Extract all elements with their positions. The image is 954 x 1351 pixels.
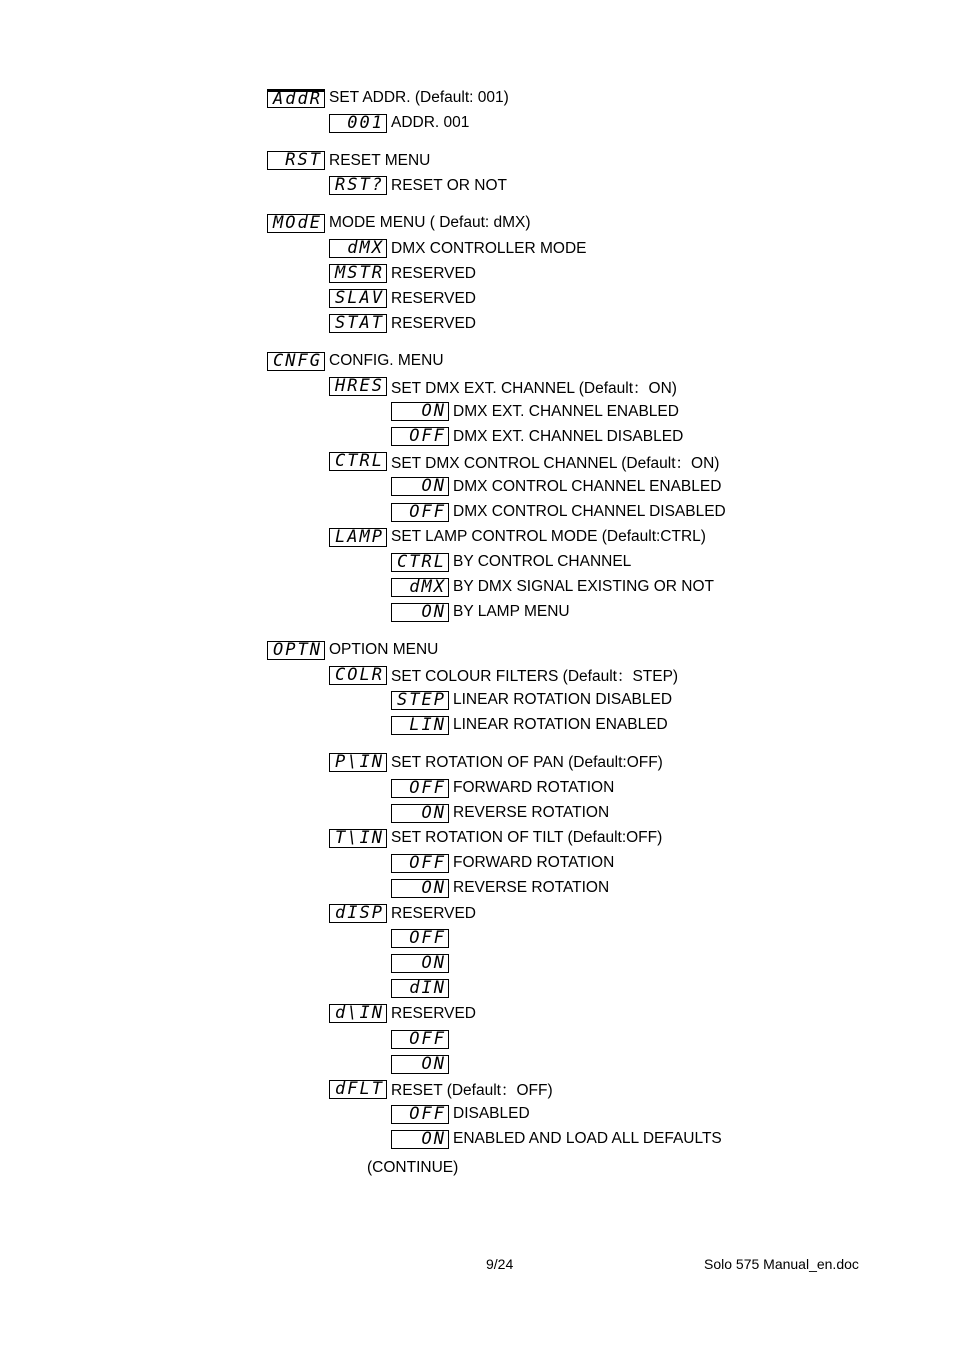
lcd-code: LIN [391, 716, 449, 735]
lcd-code: OFF [391, 503, 449, 522]
menu-label: DMX CONTROLLER MODE [391, 239, 587, 257]
menu-row-level-2 [391, 426, 683, 448]
lcd-code: ON [391, 954, 449, 973]
menu-label: BY CONTROL CHANNEL [453, 553, 632, 571]
lcd-code: SLAV [329, 289, 387, 308]
menu-row-level-2 [391, 1128, 722, 1150]
menu-row-level-1 [329, 263, 476, 285]
menu-label: OPTION MENU [329, 641, 439, 658]
menu-label: RESET MENU [329, 151, 431, 169]
menu-label: CONFIG. MENU [329, 352, 444, 370]
menu-row-level-1 [329, 238, 587, 260]
lcd-code: STAT [329, 314, 387, 333]
menu-row-level-2 [391, 714, 668, 736]
menu-row-level-2 [391, 501, 726, 523]
menu-row-level-1 [329, 175, 507, 197]
lcd-code: OFF [391, 779, 449, 798]
menu-label: SET ROTATION OF TILT (Default:OFF) [391, 829, 663, 847]
menu-row-level-0 [267, 212, 531, 234]
menu-row-level-0 [267, 87, 509, 109]
menu-label: RESET OR NOT [391, 176, 507, 194]
menu-row-level-1 [329, 1003, 476, 1025]
menu-row-level-1 [329, 1078, 553, 1100]
lcd-code: COLR [329, 666, 387, 685]
menu-label: SET COLOUR FILTERS (Default：STEP) [391, 668, 679, 686]
lcd-code: AddR [267, 89, 325, 108]
menu-row-level-0 [267, 639, 438, 661]
menu-row-level-2 [391, 1053, 453, 1075]
menu-label: SET ROTATION OF PAN (Default:OFF) [391, 753, 663, 771]
lcd-code: ON [391, 603, 449, 622]
menu-row-level-1 [329, 827, 662, 849]
lcd-code: STEP [391, 691, 449, 710]
menu-label: SET ADDR. (Default: 001) [329, 89, 509, 106]
lcd-code: OPTN [267, 641, 325, 660]
continue-label: (CONTINUE) [367, 1159, 459, 1176]
lcd-code: RST? [329, 176, 387, 195]
menu-row-level-0 [267, 150, 430, 172]
lcd-code: RST [267, 151, 325, 170]
lcd-code: dISP [329, 904, 387, 923]
lcd-code: ON [391, 879, 449, 898]
menu-row-level-1 [329, 526, 706, 548]
menu-row-level-2 [391, 551, 631, 573]
lcd-code: CNFG [267, 352, 325, 371]
lcd-code: OFF [391, 929, 449, 948]
menu-row-level-1 [329, 664, 678, 686]
menu-label: SET LAMP CONTROL MODE (Default:CTRL) [391, 528, 706, 546]
menu-row-level-1 [329, 288, 476, 310]
lcd-code: ON [391, 1055, 449, 1074]
menu-row-level-2 [391, 978, 453, 1000]
lcd-code: ON [391, 477, 449, 496]
lcd-code: T\IN [329, 829, 387, 848]
menu-label: BY LAMP MENU [453, 603, 570, 621]
menu-row-level-1 [329, 112, 469, 134]
lcd-code: dMX [391, 578, 449, 597]
lcd-code: P\IN [329, 753, 387, 772]
lcd-code: OFF [391, 854, 449, 873]
lcd-code: MSTR [329, 264, 387, 283]
menu-label: SET DMX CONTROL CHANNEL (Default：ON) [391, 454, 720, 472]
menu-label: BY DMX SIGNAL EXISTING OR NOT [453, 578, 714, 596]
lcd-code: HRES [329, 377, 387, 396]
lcd-code: ON [391, 402, 449, 421]
menu-label: REVERSE ROTATION [453, 879, 610, 897]
menu-label: LINEAR ROTATION ENABLED [453, 716, 668, 734]
menu-row-level-2 [391, 777, 614, 799]
lcd-code: OFF [391, 1030, 449, 1049]
menu-label: DMX CONTROL CHANNEL DISABLED [453, 503, 726, 520]
menu-label: MODE MENU ( Defaut: dMX) [329, 214, 531, 232]
lcd-code: dIN [391, 979, 449, 998]
menu-row-level-2 [391, 1028, 453, 1050]
lcd-code: ON [391, 804, 449, 823]
menu-row-level-2 [391, 689, 672, 711]
document-name: Solo 575 Manual_en.doc [704, 1256, 859, 1272]
menu-label: RESERVED [391, 1004, 476, 1022]
menu-label: RESERVED [391, 264, 476, 282]
menu-label: FORWARD ROTATION [453, 854, 615, 872]
menu-row-level-2 [391, 1103, 530, 1125]
menu-label: RESERVED [391, 289, 476, 307]
lcd-code: ON [391, 1130, 449, 1149]
menu-label: DISABLED [453, 1105, 530, 1123]
lcd-code: LAMP [329, 528, 387, 547]
menu-row-level-2 [391, 928, 453, 950]
lcd-code: OFF [391, 1105, 449, 1124]
lcd-code: dMX [329, 239, 387, 258]
lcd-code: MOdE [267, 214, 325, 233]
lcd-code: CTRL [391, 553, 449, 572]
menu-label: ENABLED AND LOAD ALL DEFAULTS [453, 1130, 722, 1148]
menu-row-level-2 [391, 401, 679, 423]
menu-label: DMX EXT. CHANNEL ENABLED [453, 402, 679, 420]
menu-label: FORWARD ROTATION [453, 779, 615, 796]
lcd-code: 001 [329, 114, 387, 133]
continue-note [367, 1157, 458, 1179]
menu-label: RESET (Default：OFF) [391, 1082, 553, 1100]
menu-row-level-2 [391, 802, 609, 824]
lcd-code: dFLT [329, 1080, 387, 1099]
menu-label: DMX CONTROL CHANNEL ENABLED [453, 477, 722, 495]
menu-row-level-2 [391, 601, 570, 623]
menu-label: RESERVED [391, 314, 476, 332]
menu-label: LINEAR ROTATION DISABLED [453, 691, 673, 709]
menu-row-level-2 [391, 953, 453, 975]
menu-row-level-2 [391, 576, 714, 598]
menu-label: DMX EXT. CHANNEL DISABLED [453, 427, 684, 445]
menu-row-level-0 [267, 350, 444, 372]
menu-row-level-2 [391, 852, 614, 874]
menu-row-level-1 [329, 903, 476, 925]
menu-label: ADDR. 001 [391, 114, 470, 132]
menu-label: REVERSE ROTATION [453, 804, 610, 822]
menu-row-level-1 [329, 451, 719, 473]
lcd-code: OFF [391, 427, 449, 446]
menu-row-level-1 [329, 376, 677, 398]
page-number: 9/24 [486, 1256, 514, 1272]
menu-row-level-2 [391, 476, 721, 498]
menu-label: SET DMX EXT. CHANNEL (Default：ON) [391, 379, 677, 397]
menu-row-level-2 [391, 877, 609, 899]
menu-row-level-1 [329, 752, 663, 774]
menu-row-level-1 [329, 313, 476, 335]
lcd-code: d\IN [329, 1004, 387, 1023]
menu-label: RESERVED [391, 904, 476, 922]
lcd-code: CTRL [329, 452, 387, 471]
